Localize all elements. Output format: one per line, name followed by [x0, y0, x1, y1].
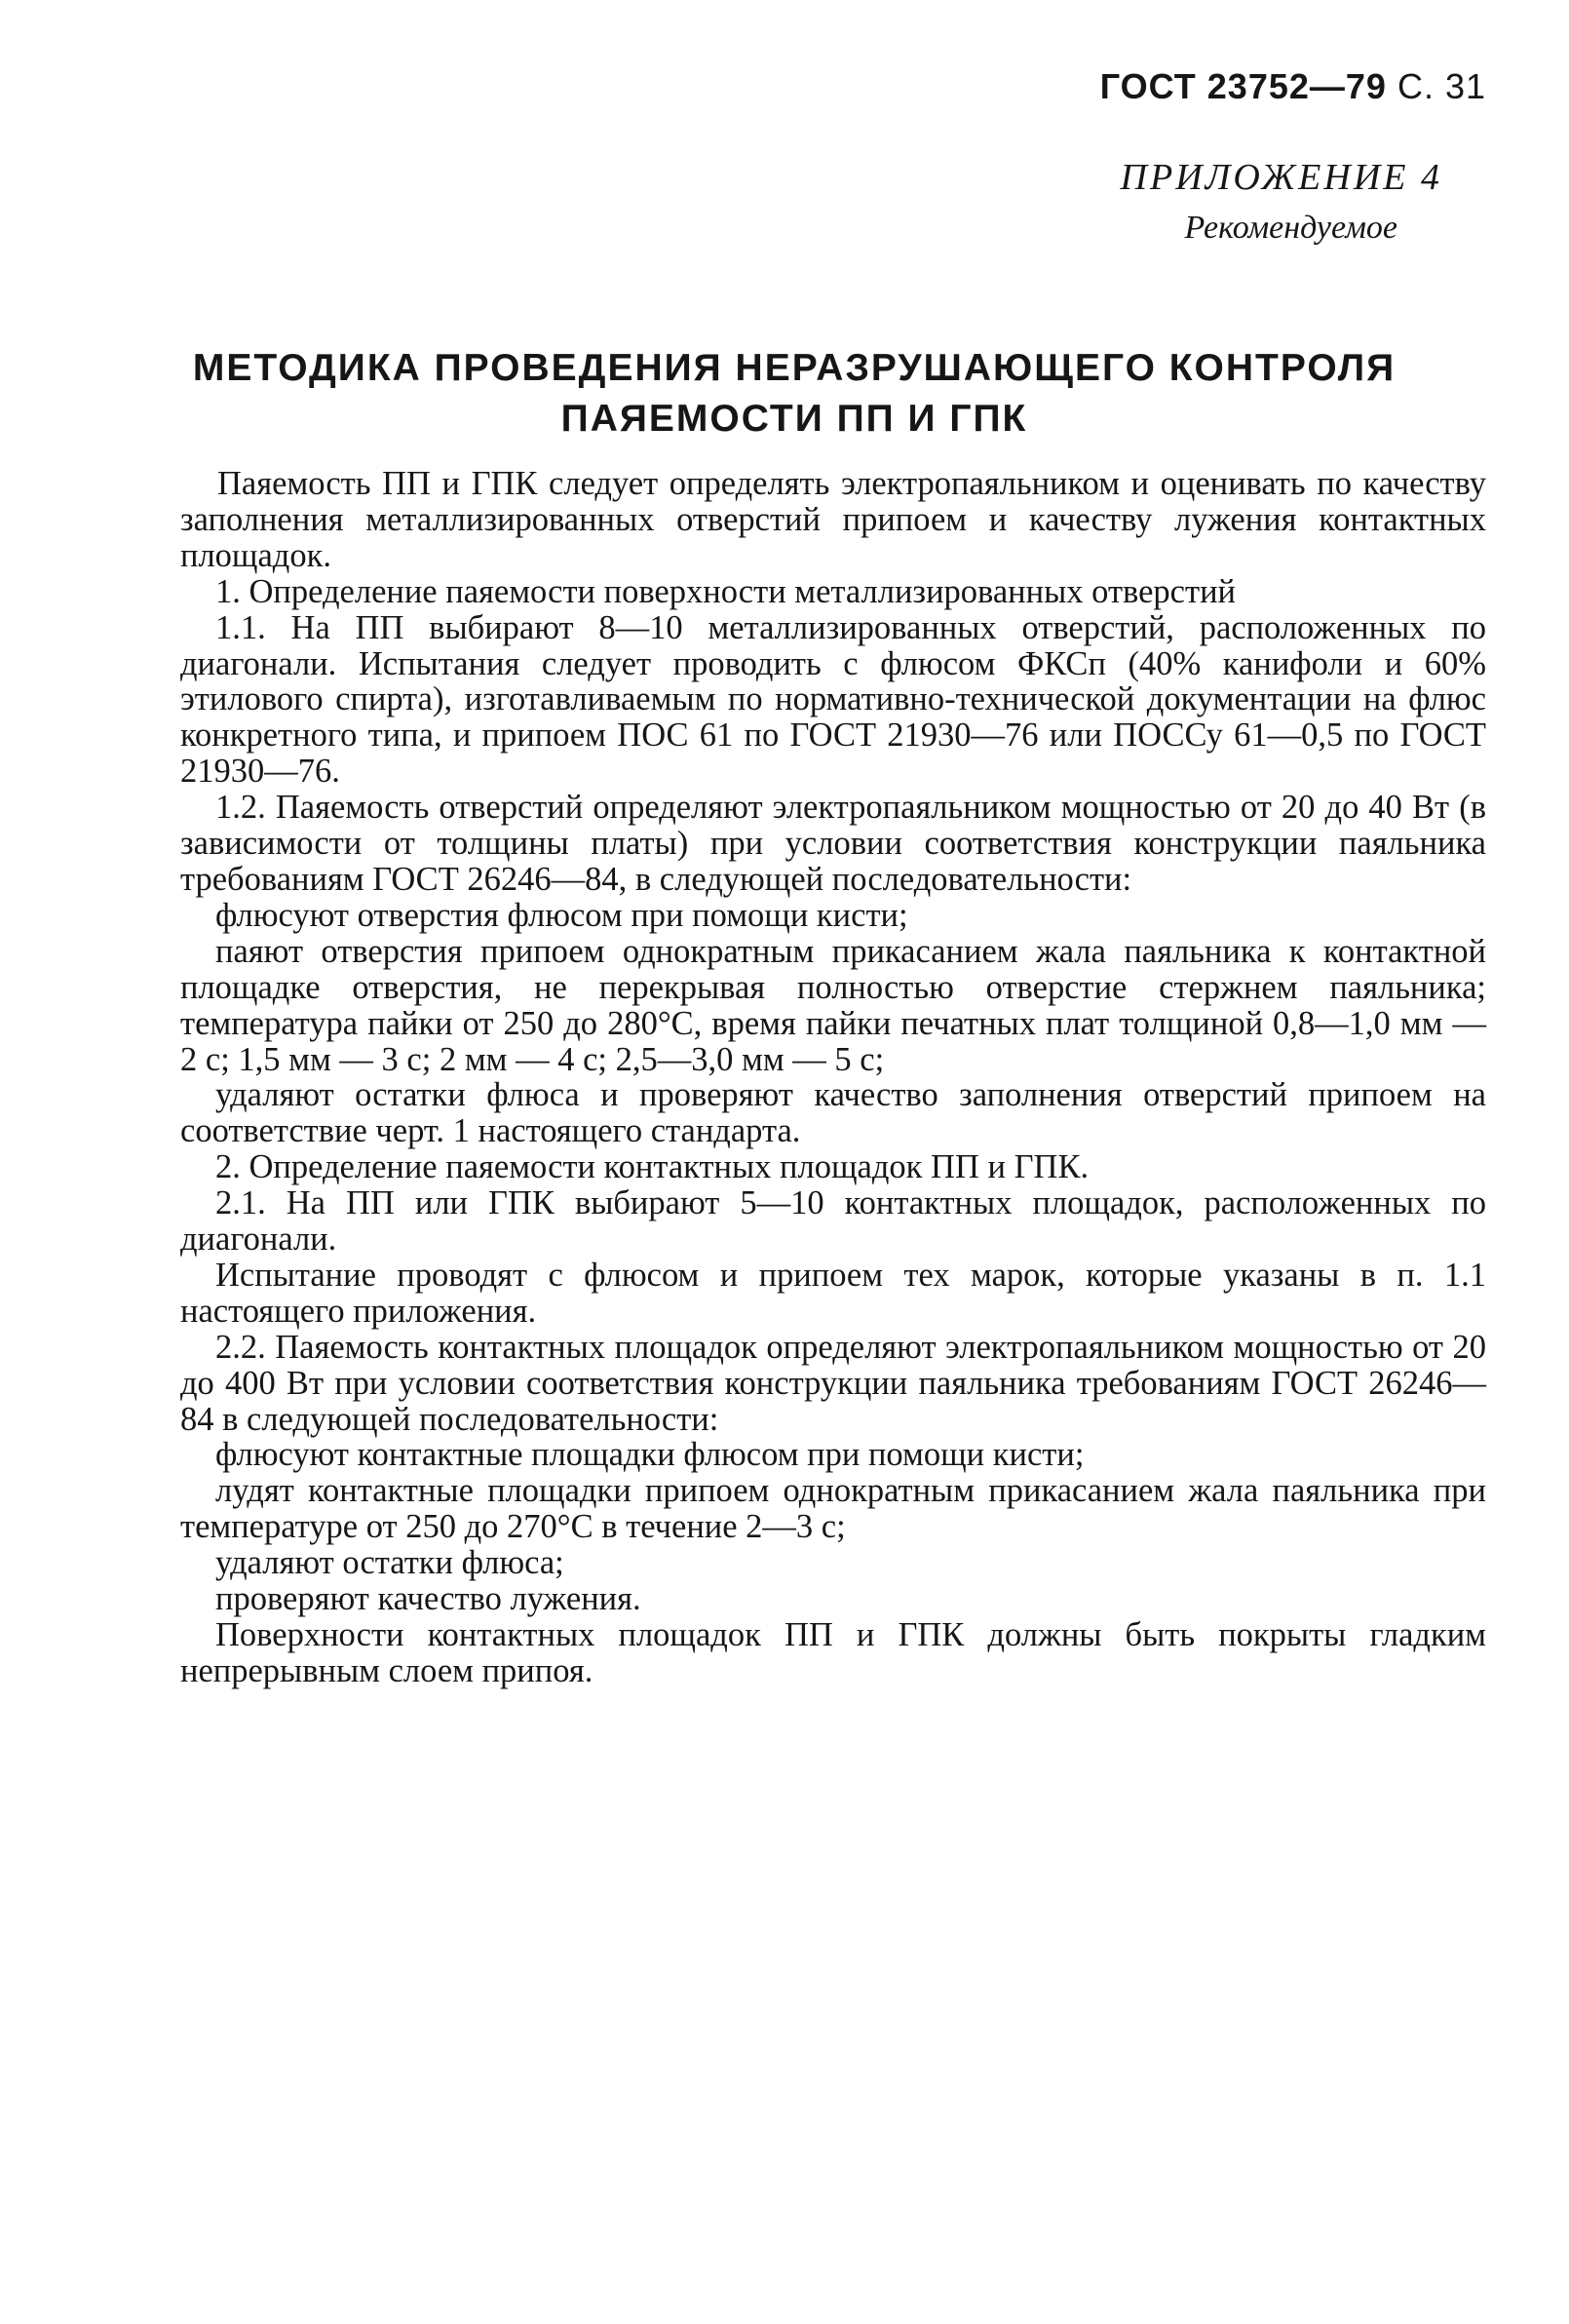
- paragraph-step-clean: удаляют остатки флюса и проверяют качество заполнения отверстий припоем на соответствие черт. 1 настоящего стандарта.: [180, 1076, 1486, 1150]
- page-number: С. 31: [1397, 66, 1486, 106]
- paragraph-2-1: 2.1. На ПП или ГПК выбирают 5—10 контактных площадок, расположенных по диагонали.: [180, 1184, 1486, 1259]
- page-header: [1100, 66, 1486, 107]
- paragraph-1-1: 1.1. На ПП выбирают 8—10 металлизированных отверстий, расположенных по диагонали. Испытания следует проводить с флюсом ФКСп (40% канифоли и 60% этилового спирта), изготавливаемым по нормативно-технической документации на флюс конкретного типа, и припоем ПОС 61 по ГОСТ 21930—76 или ПОССу 61—0,5 по ГОСТ 21930—76.: [180, 608, 1486, 791]
- paragraph-step-flux: флюсуют отверстия флюсом при помощи кисти;: [215, 896, 908, 934]
- paragraph-section-2: 2. Определение паяемости контактных площадок ПП и ГПК.: [215, 1148, 1090, 1186]
- paragraph-intro: Паяемость ПП и ГПК следует определять электропаяльником и оценивать по качеству заполнения металлизированных отверстий припоем и качеству лужения контактных площадок.: [180, 465, 1486, 574]
- appendix-status: Рекомендуемое: [1184, 210, 1397, 246]
- paragraph-test-materials: Испытание проводят с флюсом и припоем тех марок, которые указаны в п. 1.1 настоящего приложения.: [180, 1256, 1486, 1330]
- body-text: [180, 466, 1486, 1689]
- title-line-2: ПАЯЕМОСТИ ПП И ГПК: [560, 398, 1028, 440]
- paragraph-1-2: 1.2. Паяемость отверстий определяют электропаяльником мощностью от 20 до 40 Вт (в зависимости от толщины платы) при условии соответствия конструкции паяльника требованиям ГОСТ 26246—84, в следующей последовательности:: [180, 789, 1486, 898]
- paragraph-requirement: Поверхности контактных площадок ПП и ГПК должны быть покрыты гладким непрерывным слоем припоя.: [180, 1616, 1486, 1689]
- appendix-label: ПРИЛОЖЕНИЕ 4: [1120, 157, 1442, 198]
- paragraph-step-remove-flux: удаляют остатки флюса;: [215, 1544, 564, 1582]
- standard-number: ГОСТ 23752—79: [1099, 66, 1387, 106]
- paragraph-step-check: проверяют качество лужения.: [215, 1580, 641, 1618]
- paragraph-step-solder: паяют отверстия припоем однократным прикасанием жала паяльника к контактной площадке отверстия, не перекрывая полностью отверстие стержнем паяльника; температура пайки от 250 до 280°С, время пайки печатных плат толщиной 0,8—1,0 мм — 2 с; 1,5 мм — 3 с; 2 мм — 4 с; 2,5—3,0 мм — 5 с;: [180, 932, 1486, 1078]
- document-title: [185, 343, 1403, 445]
- paragraph-2-2: 2.2. Паяемость контактных площадок определяют электропаяльником мощностью от 20 до 400 Вт при условии соответствия конструкции паяльника требованиям ГОСТ 26246—84 в следующей последовательности:: [180, 1328, 1486, 1438]
- paragraph-step-tin-pads: лудят контактные площадки припоем однократным прикасанием жала паяльника при температуре от 250 до 270°С в течение 2—3 с;: [180, 1472, 1486, 1546]
- paragraph-step-flux-pads: флюсуют контактные площадки флюсом при помощи кисти;: [215, 1436, 1085, 1474]
- paragraph-section-1: 1. Определение паяемости поверхности металлизированных отверстий: [215, 572, 1236, 610]
- title-line-1: МЕТОДИКА ПРОВЕДЕНИЯ НЕРАЗРУШАЮЩЕГО КОНТРОЛЯ: [192, 347, 1397, 389]
